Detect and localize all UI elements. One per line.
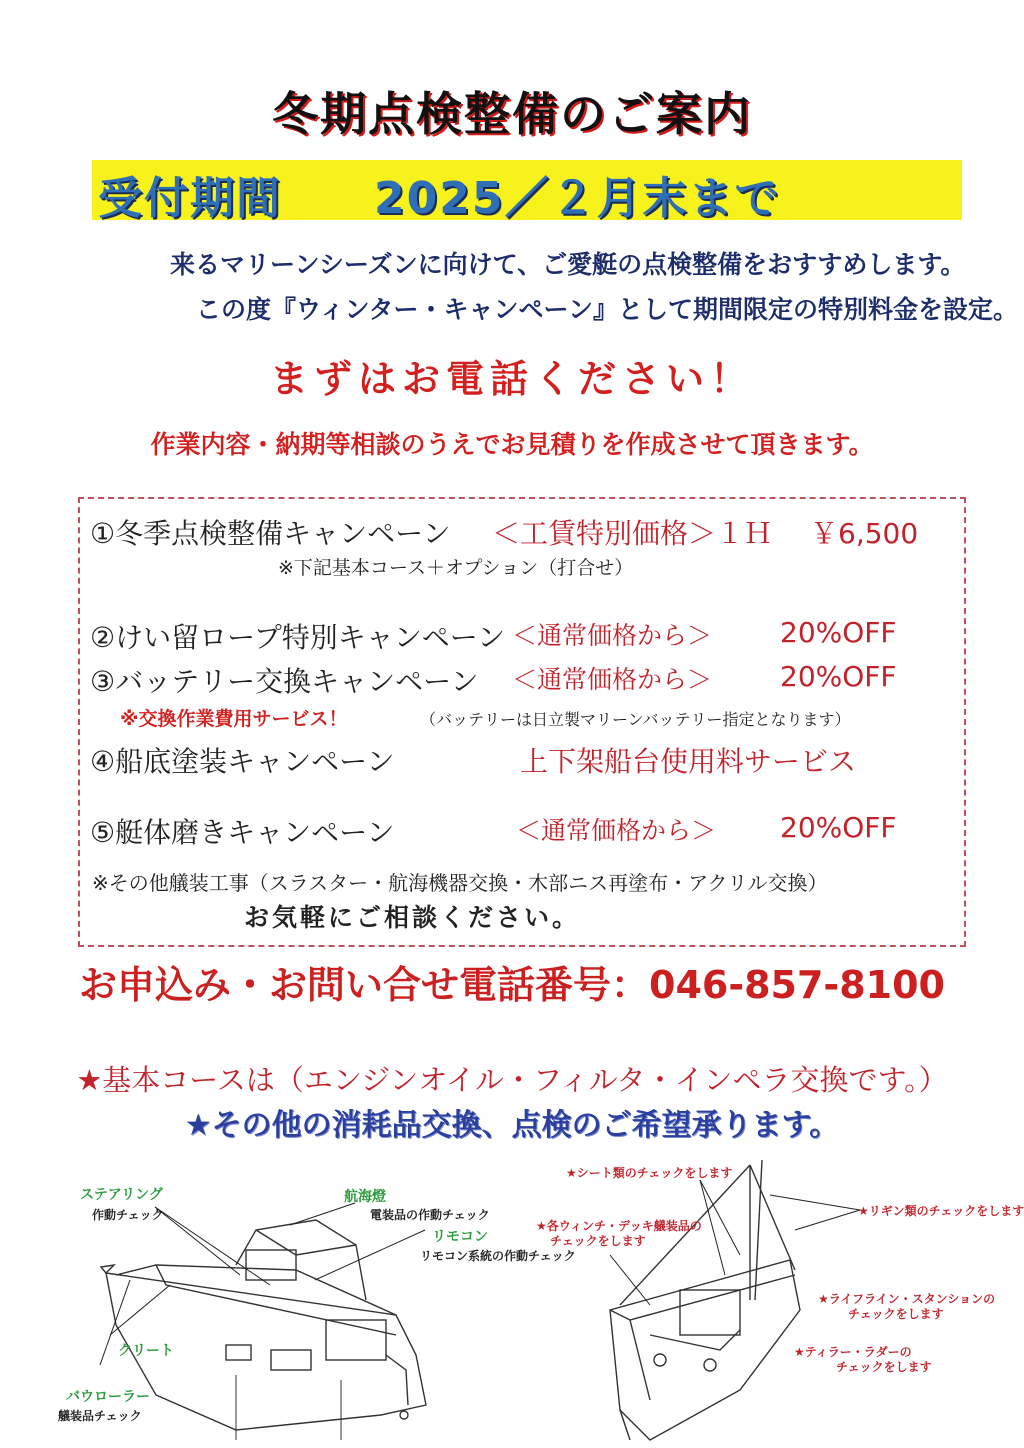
- campaign-1-note: ※下記基本コース＋オプション（打合せ）: [278, 557, 634, 579]
- campaign-4-price: 上下架船台使用料サービス: [520, 745, 857, 778]
- winch-label-1: ★各ウィンチ・デッキ艤装品の: [536, 1219, 702, 1233]
- winch-label-2: チェックをします: [550, 1234, 646, 1248]
- campaign-2-name: ②けい留ロープ特別キャンペーン: [90, 621, 506, 654]
- campaign-3-service: ※交換作業費用サービス！: [120, 708, 348, 730]
- other-service: ★その他の消耗品交換、点検のご希望承ります。: [184, 1108, 840, 1143]
- right-leader-lines: [540, 1165, 1020, 1365]
- campaign-5-name: ⑤艇体磨きキャンペーン: [90, 816, 395, 849]
- period-date: 2025／２月末まで: [374, 173, 781, 224]
- tiller-label-1: ★ティラー・ラダーの: [794, 1345, 912, 1359]
- remote-label: リモコン: [432, 1229, 488, 1245]
- cleat-label: クリート: [118, 1343, 174, 1359]
- campaign-1-tag: ＜工賃特別価格＞１Ｈ: [492, 517, 773, 550]
- intro-line-1: 来るマリーンシーズンに向けて、ご愛艇の点検整備をおすすめします。: [170, 250, 966, 279]
- call-heading: まずはお電話ください！: [269, 357, 754, 401]
- campaign-5-tag: ＜通常価格から＞: [516, 816, 717, 845]
- campaign-2-tag: ＜通常価格から＞: [512, 621, 713, 650]
- period-text: [98, 162, 780, 226]
- other-works: ※その他艤装工事（スラスター・航海機器交換・木部ニス再塗布・アクリル交換）: [92, 871, 828, 895]
- campaign-3-price: 20%OFF: [780, 660, 897, 693]
- consult-text: お気軽にご相談ください。: [244, 903, 581, 932]
- nav-light-check: 電装品の作動チェック: [370, 1208, 490, 1222]
- page-title: 冬期点検整備のご案内: [272, 87, 752, 141]
- steering-check: 作動チェック: [92, 1208, 164, 1222]
- bow-roller-check: 艤装品チェック: [58, 1409, 142, 1423]
- rigging-label: ★リギン類のチェックをします: [858, 1204, 1024, 1218]
- campaign-3-tag: ＜通常価格から＞: [512, 665, 713, 694]
- intro-line-2: この度『ウィンター・キャンペーン』として期間限定の特別料金を設定。: [196, 295, 1019, 324]
- period-label: 受付期間: [98, 173, 282, 224]
- campaign-2-price: 20%OFF: [780, 616, 897, 649]
- campaign-5-price: 20%OFF: [780, 811, 897, 844]
- remote-check: リモコン系統の作動チェック: [420, 1249, 576, 1263]
- tiller-label-2: チェックをします: [836, 1360, 932, 1374]
- lifeline-label-2: チェックをします: [848, 1307, 944, 1321]
- contact-phone: お申込み・お問い合せ電話番号：046-857-8100: [79, 963, 945, 1007]
- nav-light-label: 航海燈: [344, 1189, 386, 1205]
- steering-label: ステアリング: [80, 1187, 163, 1203]
- campaign-3-note: （バッテリーは日立製マリーンバッテリー指定となります）: [420, 710, 851, 729]
- campaign-1-price: ￥6,500: [810, 517, 919, 550]
- basic-course: ★基本コースは（エンジンオイル・フィルタ・インペラ交換です。）: [76, 1063, 948, 1097]
- estimate-note: 作業内容・納期等相談のうえでお見積りを作成させて頂きます。: [150, 430, 874, 459]
- lifeline-label-1: ★ライフライン・スタンションの: [818, 1292, 996, 1306]
- campaign-3-name: ③バッテリー交換キャンペーン: [90, 665, 479, 698]
- campaign-1-name: ①冬季点検整備キャンペーン: [90, 517, 451, 550]
- sheets-label: ★シート類のチェックをします: [566, 1166, 733, 1180]
- bow-roller-label: バウローラー: [66, 1389, 150, 1405]
- campaign-4-name: ④船底塗装キャンペーン: [90, 745, 395, 778]
